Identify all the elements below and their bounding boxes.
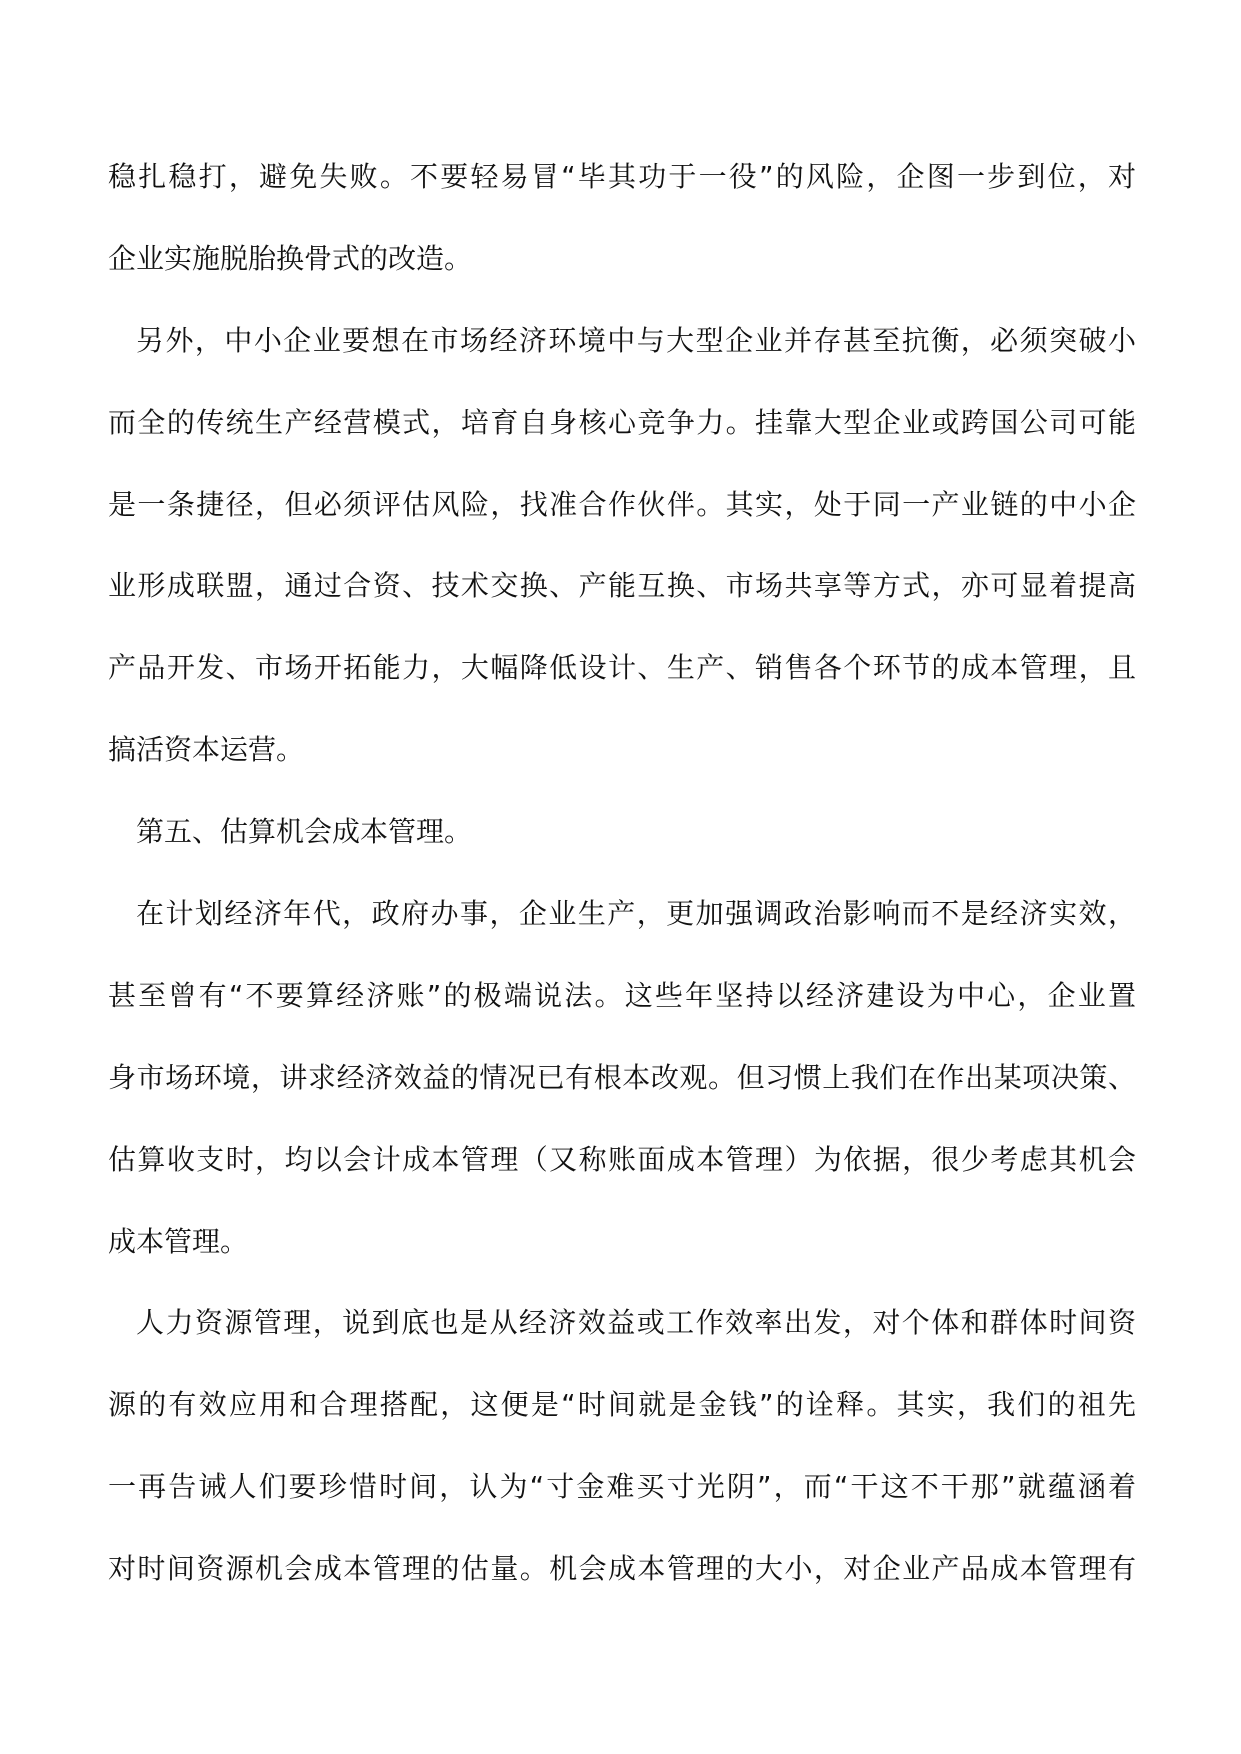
text-line: 一再告诫人们要珍惜时间，认为“寸金难买寸光阴”，而“干这不干那”就蕴涵着 [108,1470,1136,1504]
text-line: 对时间资源机会成本管理的估量。机会成本管理的大小，对企业产品成本管理有 [108,1552,1136,1586]
body-text [108,162,1136,1636]
text-line: 成本管理。 [108,1224,249,1258]
paragraph-start-line: 人力资源管理，说到底也是从经济效益或工作效率出发，对个体和群体时间资 [136,1306,1136,1340]
text-line: 产品开发、市场开拓能力，大幅降低设计、生产、销售各个环节的成本管理，且 [108,651,1136,685]
text-line: 稳扎稳打，避免失败。不要轻易冒“毕其功于一役”的风险，企图一步到位，对 [108,160,1136,193]
text-line: 业形成联盟，通过合资、技术交换、产能互换、市场共享等方式，亦可显着提高 [108,569,1136,603]
text-line: 是一条捷径，但必须评估风险，找准合作伙伴。其实，处于同一产业链的中小企 [108,487,1136,521]
text-line: 企业实施脱胎换骨式的改造。 [108,241,473,275]
text-line: 而全的传统生产经营模式，培育自身核心竞争力。挂靠大型企业或跨国公司可能 [108,405,1136,439]
paragraph-start-line: 另外，中小企业要想在市场经济环境中与大型企业并存甚至抗衡，必须突破小 [136,323,1136,357]
section-heading: 第五、估算机会成本管理。 [136,815,473,849]
text-line: 甚至曾有“不要算经济账”的极端说法。这些年坚持以经济建设为中心，企业置 [108,978,1136,1012]
paragraph-start-line: 在计划经济年代，政府办事，企业生产，更加强调政治影响而不是经济实效， [136,897,1136,931]
text-line: 估算收支时，均以会计成本管理（又称账面成本管理）为依据，很少考虑其机会 [108,1142,1136,1176]
text-line: 搞活资本运营。 [108,733,305,767]
text-line: 身市场环境，讲求经济效益的情况已有根本改观。但习惯上我们在作出某项决策、 [108,1060,1136,1094]
text-line: 源的有效应用和合理搭配，这便是“时间就是金钱”的诠释。其实，我们的祖先 [108,1388,1136,1422]
